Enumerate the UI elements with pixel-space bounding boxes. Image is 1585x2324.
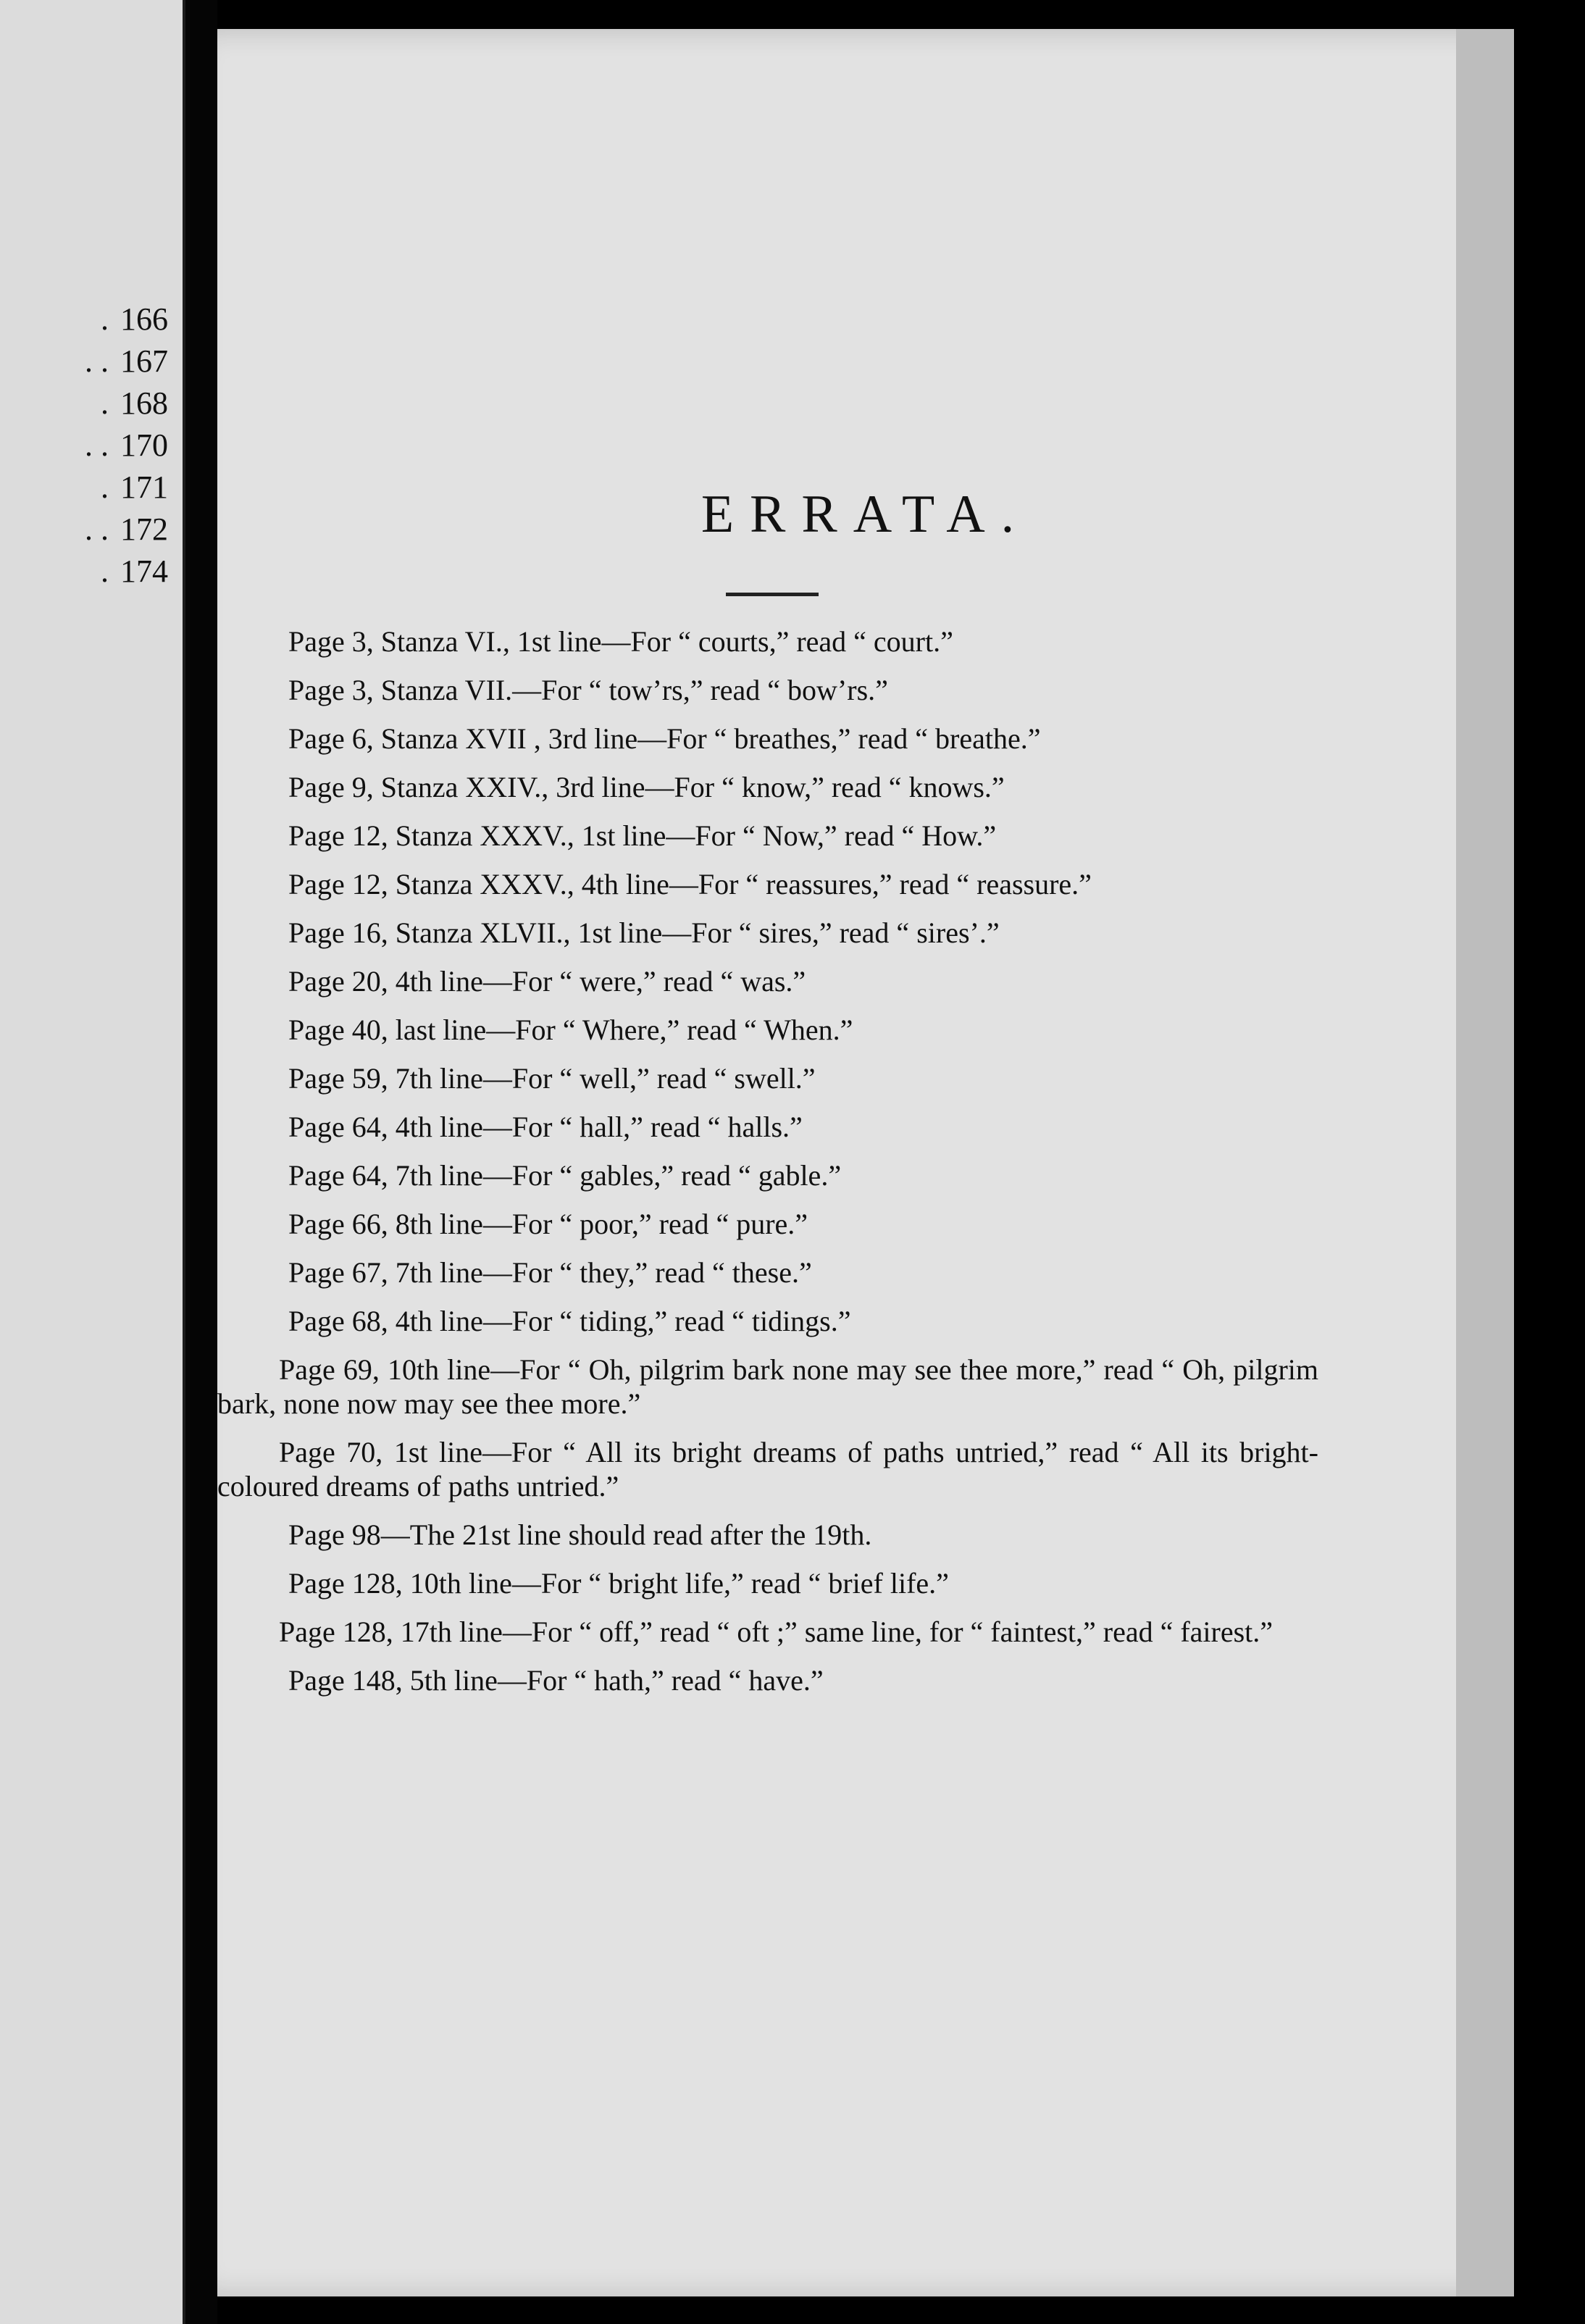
page-number: 167 <box>120 343 168 379</box>
index-number-list <box>0 298 168 593</box>
index-entry <box>0 340 168 383</box>
errata-entry: Page 69, 10th line—For “ Oh, pilgrim bark none may see thee more,” read “ Oh, pilgrim bark, none now may see thee more.” <box>217 1353 1318 1420</box>
leader-dots: . <box>101 385 109 421</box>
page-number: 168 <box>120 385 168 421</box>
page-title: ERRATA. <box>701 485 1031 544</box>
page-number: 172 <box>120 511 168 547</box>
leader-dots: . . <box>85 427 109 463</box>
page-shadow-edge <box>1456 29 1514 2296</box>
errata-entry: Page 64, 4th line—For “ hall,” read “ halls.” <box>288 1111 803 1143</box>
errata-entry: Page 64, 7th line—For “ gables,” read “ gable.” <box>288 1159 842 1192</box>
errata-list <box>217 624 1318 1712</box>
errata-entry: Page 12, Stanza XXXV., 1st line—For “ Now,” read “ How.” <box>288 819 997 852</box>
index-entry <box>0 467 168 509</box>
index-entry <box>0 551 168 593</box>
errata-entry: Page 20, 4th line—For “ were,” read “ was.” <box>288 965 806 998</box>
errata-entry: Page 40, last line—For “ Where,” read “ When.” <box>288 1013 853 1046</box>
errata-entry: Page 12, Stanza XXXV., 4th line—For “ reassures,” read “ reassure.” <box>288 868 1092 900</box>
errata-entry: Page 98—The 21st line should read after the 19th. <box>288 1518 872 1551</box>
errata-entry: Page 6, Stanza XVII , 3rd line—For “ breathes,” read “ breathe.” <box>288 722 1041 755</box>
errata-entry: Page 128, 10th line—For “ bright life,” read “ brief life.” <box>288 1567 949 1600</box>
index-entry <box>0 298 168 340</box>
leader-dots: . . <box>85 511 109 547</box>
page-number: 170 <box>120 427 168 463</box>
leader-dots: . <box>101 553 109 589</box>
errata-entry: Page 128, 17th line—For “ off,” read “ oft ;” same line, for “ faintest,” read “ fairest.” <box>279 1615 1274 1648</box>
index-entry <box>0 383 168 425</box>
leader-dots: . . <box>85 343 109 379</box>
leader-dots: . <box>101 469 109 505</box>
errata-entry: Page 148, 5th line—For “ hath,” read “ have.” <box>288 1664 824 1697</box>
page-number: 174 <box>120 553 168 589</box>
errata-entry: Page 16, Stanza XLVII., 1st line—For “ sires,” read “ sires’.” <box>288 916 1000 949</box>
leader-dots: . <box>101 301 109 337</box>
book-gutter <box>185 0 217 2324</box>
errata-entry: Page 3, Stanza VII.—For “ tow’rs,” read “ bow’rs.” <box>288 674 888 706</box>
errata-entry: Page 66, 8th line—For “ poor,” read “ pure.” <box>288 1208 808 1240</box>
title-rule <box>726 593 819 596</box>
errata-entry: Page 3, Stanza VI., 1st line—For “ courts,” read “ court.” <box>288 625 953 658</box>
index-entry <box>0 509 168 551</box>
page-number: 171 <box>120 469 168 505</box>
errata-entry: Page 9, Stanza XXIV., 3rd line—For “ know,” read “ knows.” <box>288 771 1005 803</box>
left-facing-page <box>0 0 185 2324</box>
page-number: 166 <box>120 301 168 337</box>
errata-entry: Page 68, 4th line—For “ tiding,” read “ tidings.” <box>288 1305 851 1337</box>
errata-entry: Page 70, 1st line—For “ All its bright dreams of paths untried,” read “ All its bright-coloured dreams of paths untried.” <box>217 1436 1318 1502</box>
errata-entry: Page 67, 7th line—For “ they,” read “ these.” <box>288 1256 812 1289</box>
index-entry <box>0 425 168 467</box>
errata-entry: Page 59, 7th line—For “ well,” read “ swell.” <box>288 1062 816 1095</box>
